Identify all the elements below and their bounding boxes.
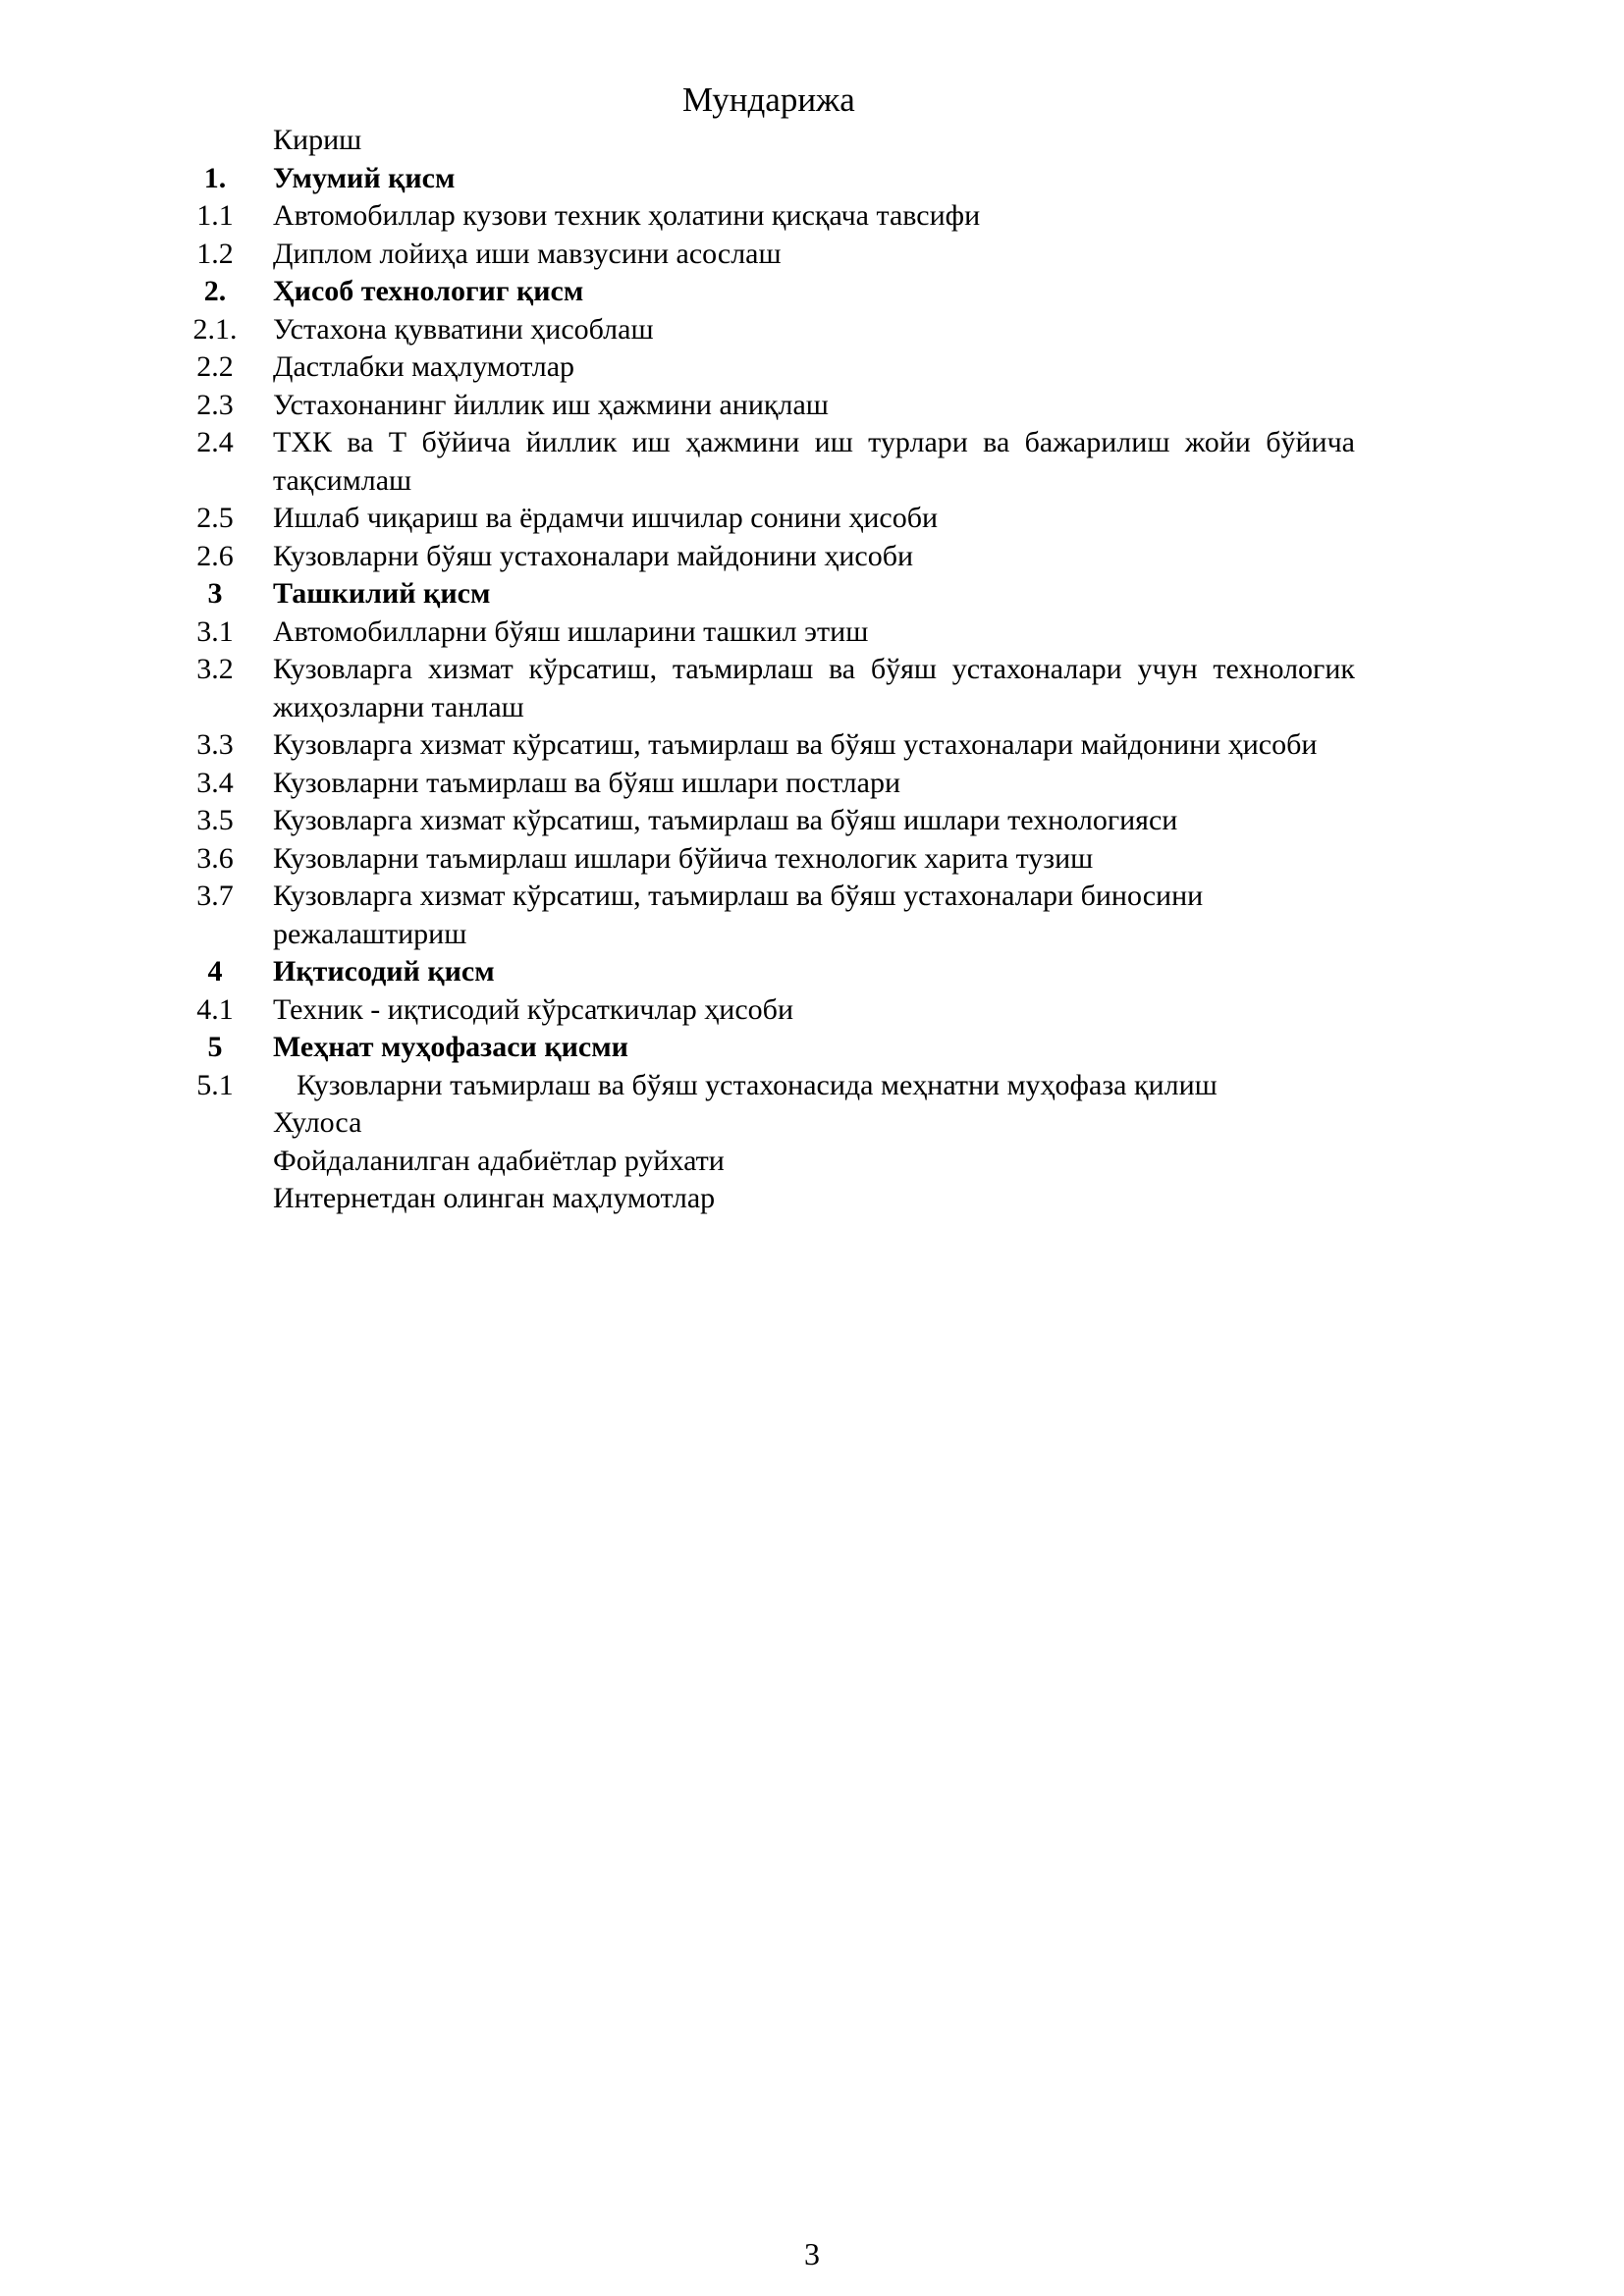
toc-entry-conclusion [157, 1104, 1365, 1143]
toc-entry-number: 3.5 [196, 804, 234, 836]
toc-entry-text: Ҳисоб технологиг қисм [273, 275, 584, 307]
toc-entry-number: 2.3 [196, 388, 234, 421]
toc-entry-number: 4.1 [196, 992, 234, 1026]
toc-section-2 [157, 273, 1365, 311]
toc-entry-text: Меҳнат муҳофазаси қисми [273, 1031, 628, 1063]
toc-entry-number: 5 [207, 1031, 223, 1063]
toc-entry-number [157, 122, 273, 160]
toc-section-4 [157, 953, 1365, 991]
toc-entry-3-7 [157, 878, 1365, 953]
toc-entry-references [157, 1143, 1365, 1181]
toc-entry-text: Кузовларни таъмирлаш ва бўяш ишлари постлари [273, 766, 900, 799]
toc-entry-text: Умумий қисм [273, 161, 456, 194]
toc-entry-text: Диплом лойиҳа иши мавзусини асослаш [273, 237, 782, 270]
toc-entry-number: 2.6 [196, 539, 234, 572]
toc-section-3 [157, 575, 1365, 614]
toc-entry-text: Автомобиллар кузови техник ҳолатини қисқача тавсифи [273, 199, 981, 232]
toc-entry-text: Ишлаб чиқариш ва ёрдамчи ишчилар сонини ҳисоби [273, 502, 939, 534]
toc-entry-2-4 [157, 424, 1365, 500]
toc-entry-text: Кузовларга хизмат кўрсатиш, таъмирлаш ва бўяш устахоналари майдонини ҳисоби [273, 728, 1318, 761]
toc-entry-2-6 [157, 538, 1365, 576]
toc-entry-number: 4 [207, 955, 223, 988]
page-title: Мундарижа [682, 80, 855, 119]
toc-entry-intro [157, 122, 1365, 160]
toc-entry-number: 1.1 [196, 199, 234, 232]
toc-entry-3-3 [157, 726, 1365, 765]
toc-entry-number: 2.5 [196, 502, 234, 534]
toc-entry-number: 3.2 [196, 653, 234, 685]
toc-entry-text: Техник - иқтисодий кўрсаткичлар ҳисоби [273, 992, 793, 1026]
toc-entry-3-5 [157, 802, 1365, 840]
toc-entry-text: Интернетдан олинган маҳлумотлар [273, 1182, 716, 1214]
toc-entry-number: 1. [203, 161, 227, 194]
toc-section-1 [157, 160, 1365, 198]
toc-entry-number [157, 1180, 273, 1218]
toc-entry-text: Устахона қувватини ҳисоблаш [273, 312, 654, 346]
toc-entry-2-1 [157, 311, 1365, 349]
toc-entry-1-1 [157, 197, 1365, 236]
toc-entry-number: 2.2 [196, 350, 234, 383]
toc-entry-number: 3.4 [196, 766, 234, 799]
toc-entry-number: 3 [207, 577, 223, 610]
toc-entry-number [157, 1104, 273, 1143]
toc-entry-5-1 [157, 1067, 1365, 1105]
toc-entry-text: Кузовларга хизмат кўрсатиш, таъмирлаш ва бўяш устахоналари учун технологик жиҳозларни танлаш [273, 653, 1355, 723]
toc-entry-number: 1.2 [196, 237, 234, 270]
toc-entry-4-1 [157, 991, 1365, 1030]
toc-entry-1-2 [157, 236, 1365, 274]
toc-entry-text: Дастлабки маҳлумотлар [273, 350, 575, 383]
toc-entry-number: 3.7 [196, 880, 234, 912]
toc-entry-number: 2.1. [192, 312, 238, 346]
toc-entry-number: 3.1 [196, 614, 234, 648]
toc-entry-3-2 [157, 651, 1365, 726]
toc-entry-3-4 [157, 765, 1365, 803]
toc-entry-3-1 [157, 614, 1365, 652]
toc-entry-text: Кириш [273, 124, 362, 156]
toc-section-5 [157, 1029, 1365, 1067]
toc-entry-text: Кузовларга хизмат кўрсатиш, таъмирлаш ва бўяш ишлари технологияси [273, 804, 1178, 836]
toc-entry-number: 2.4 [196, 426, 234, 458]
toc-entry-text: Иқтисодий қисм [273, 955, 495, 988]
toc-entry-text: Ташкилий қисм [273, 577, 491, 610]
toc-entry-internet-sources [157, 1180, 1365, 1218]
toc-entry-text: Кузовларни бўяш устахоналари майдонини ҳисоби [273, 539, 914, 572]
toc-entry-text: Фойдаланилган адабиётлар руйхати [273, 1144, 725, 1177]
toc-entry-text: Кузовларни таъмирлаш ва бўяш устахонасида меҳнатни муҳофаза қилиш [297, 1068, 1218, 1101]
toc-entry-text: Устахонанинг йиллик иш ҳажмини аниқлаш [273, 388, 829, 421]
toc-entry-2-5 [157, 500, 1365, 538]
table-of-contents [157, 122, 1365, 1218]
toc-entry-2-3 [157, 387, 1365, 425]
toc-entry-number: 3.6 [196, 841, 234, 875]
toc-entry-text: Кузовларни таъмирлаш ишлари бўйича технологик харита тузиш [273, 841, 1094, 875]
toc-entry-number: 3.3 [196, 728, 234, 761]
toc-entry-text: Хулоса [273, 1106, 362, 1139]
page-number: 3 [804, 2236, 820, 2271]
toc-entry-3-6 [157, 840, 1365, 879]
toc-entry-number: 5.1 [196, 1068, 234, 1101]
toc-entry-text: Автомобилларни бўяш ишларини ташкил этиш [273, 614, 869, 648]
toc-entry-text: ТХК ва Т бўйича йиллик иш ҳажмини иш турлари ва бажарилиш жойи бўйича тақсимлаш [273, 426, 1355, 497]
toc-entry-number: 2. [203, 275, 227, 307]
toc-entry-number [157, 1143, 273, 1181]
toc-entry-2-2 [157, 348, 1365, 387]
toc-entry-text: Кузовларга хизмат кўрсатиш, таъмирлаш ва бўяш устахоналари биносини режалаштириш [273, 880, 1204, 950]
